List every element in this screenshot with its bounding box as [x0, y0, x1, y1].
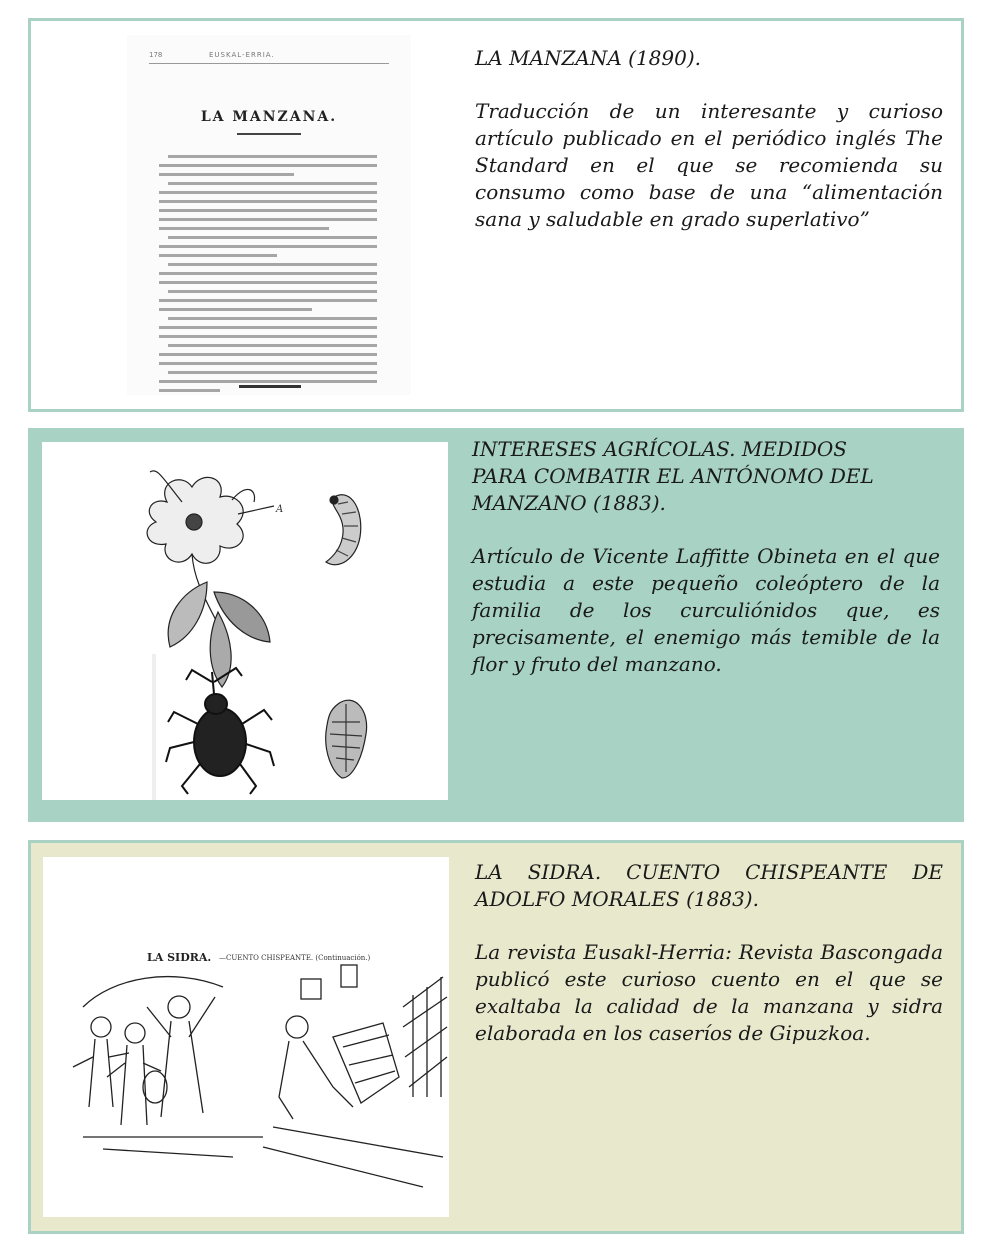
article-card-antonomo [28, 428, 964, 822]
article-heading-line: PARA COMBATIR EL ANTÓNOMO DEL [472, 464, 874, 488]
cider-cartoon-image [43, 857, 449, 1217]
cartoon-subtitle: —CUENTO CHISPEANTE. (Continuación.) [219, 954, 371, 962]
scanned-page-image [127, 35, 411, 395]
article-heading-line: INTERESES AGRÍCOLAS. MEDIDOS [472, 437, 848, 461]
article-body: La revista Eusakl-Herria: Revista Bascongada publicó este curioso cuento en el que se exaltaba la calidad de la manzana y sidra elaborada en los caseríos de Gipuzkoa. [475, 940, 943, 1045]
cartoon-title: LA SIDRA. [147, 951, 212, 964]
article-heading-line: MANZANO (1883). [472, 491, 666, 515]
larva-illustration [326, 495, 361, 565]
scan-end-rule [239, 385, 301, 388]
weevil-beetle-illustration [166, 668, 274, 794]
article-card-la-manzana [28, 18, 964, 412]
scan-running-head: EUSKAL-ERRIA. [209, 51, 275, 59]
pupa-illustration [326, 700, 367, 778]
article-card-la-sidra [28, 840, 964, 1234]
article-body: Artículo de Vicente Laffitte Obineta en el que estudia a este pequeño coleóptero de la familia de los curculiónidos que, es precisamente, el enemigo más temible de la flor y fruto del manzano. [472, 544, 940, 676]
cartoon-left-scene [73, 977, 263, 1157]
scan-body-text-lines [159, 155, 377, 398]
article-heading: LA SIDRA. CUENTO CHISPEANTE DE ADOLFO MORALES (1883). [475, 860, 943, 911]
article-heading: LA MANZANA (1890). [475, 46, 702, 70]
figure-letter: A [276, 504, 284, 515]
article-text [475, 859, 943, 1047]
article-body: Traducción de un interesante y curioso artículo publicado en el periódico inglés The Standard en el que se recomienda su consumo como base de una “alimentación sana y saludable en grado superlativo” [475, 99, 943, 231]
apple-blossom-illustration [147, 471, 274, 687]
scan-running-header [149, 51, 389, 64]
article-heading [472, 436, 940, 517]
cartoon-right-scene [263, 965, 447, 1187]
article-text [472, 436, 940, 678]
weevil-engraving-image [42, 442, 448, 800]
scan-page-number: 178 [149, 51, 163, 59]
scan-title-rule [237, 133, 301, 135]
scan-title: LA MANZANA. [200, 109, 338, 125]
article-text [475, 45, 943, 233]
